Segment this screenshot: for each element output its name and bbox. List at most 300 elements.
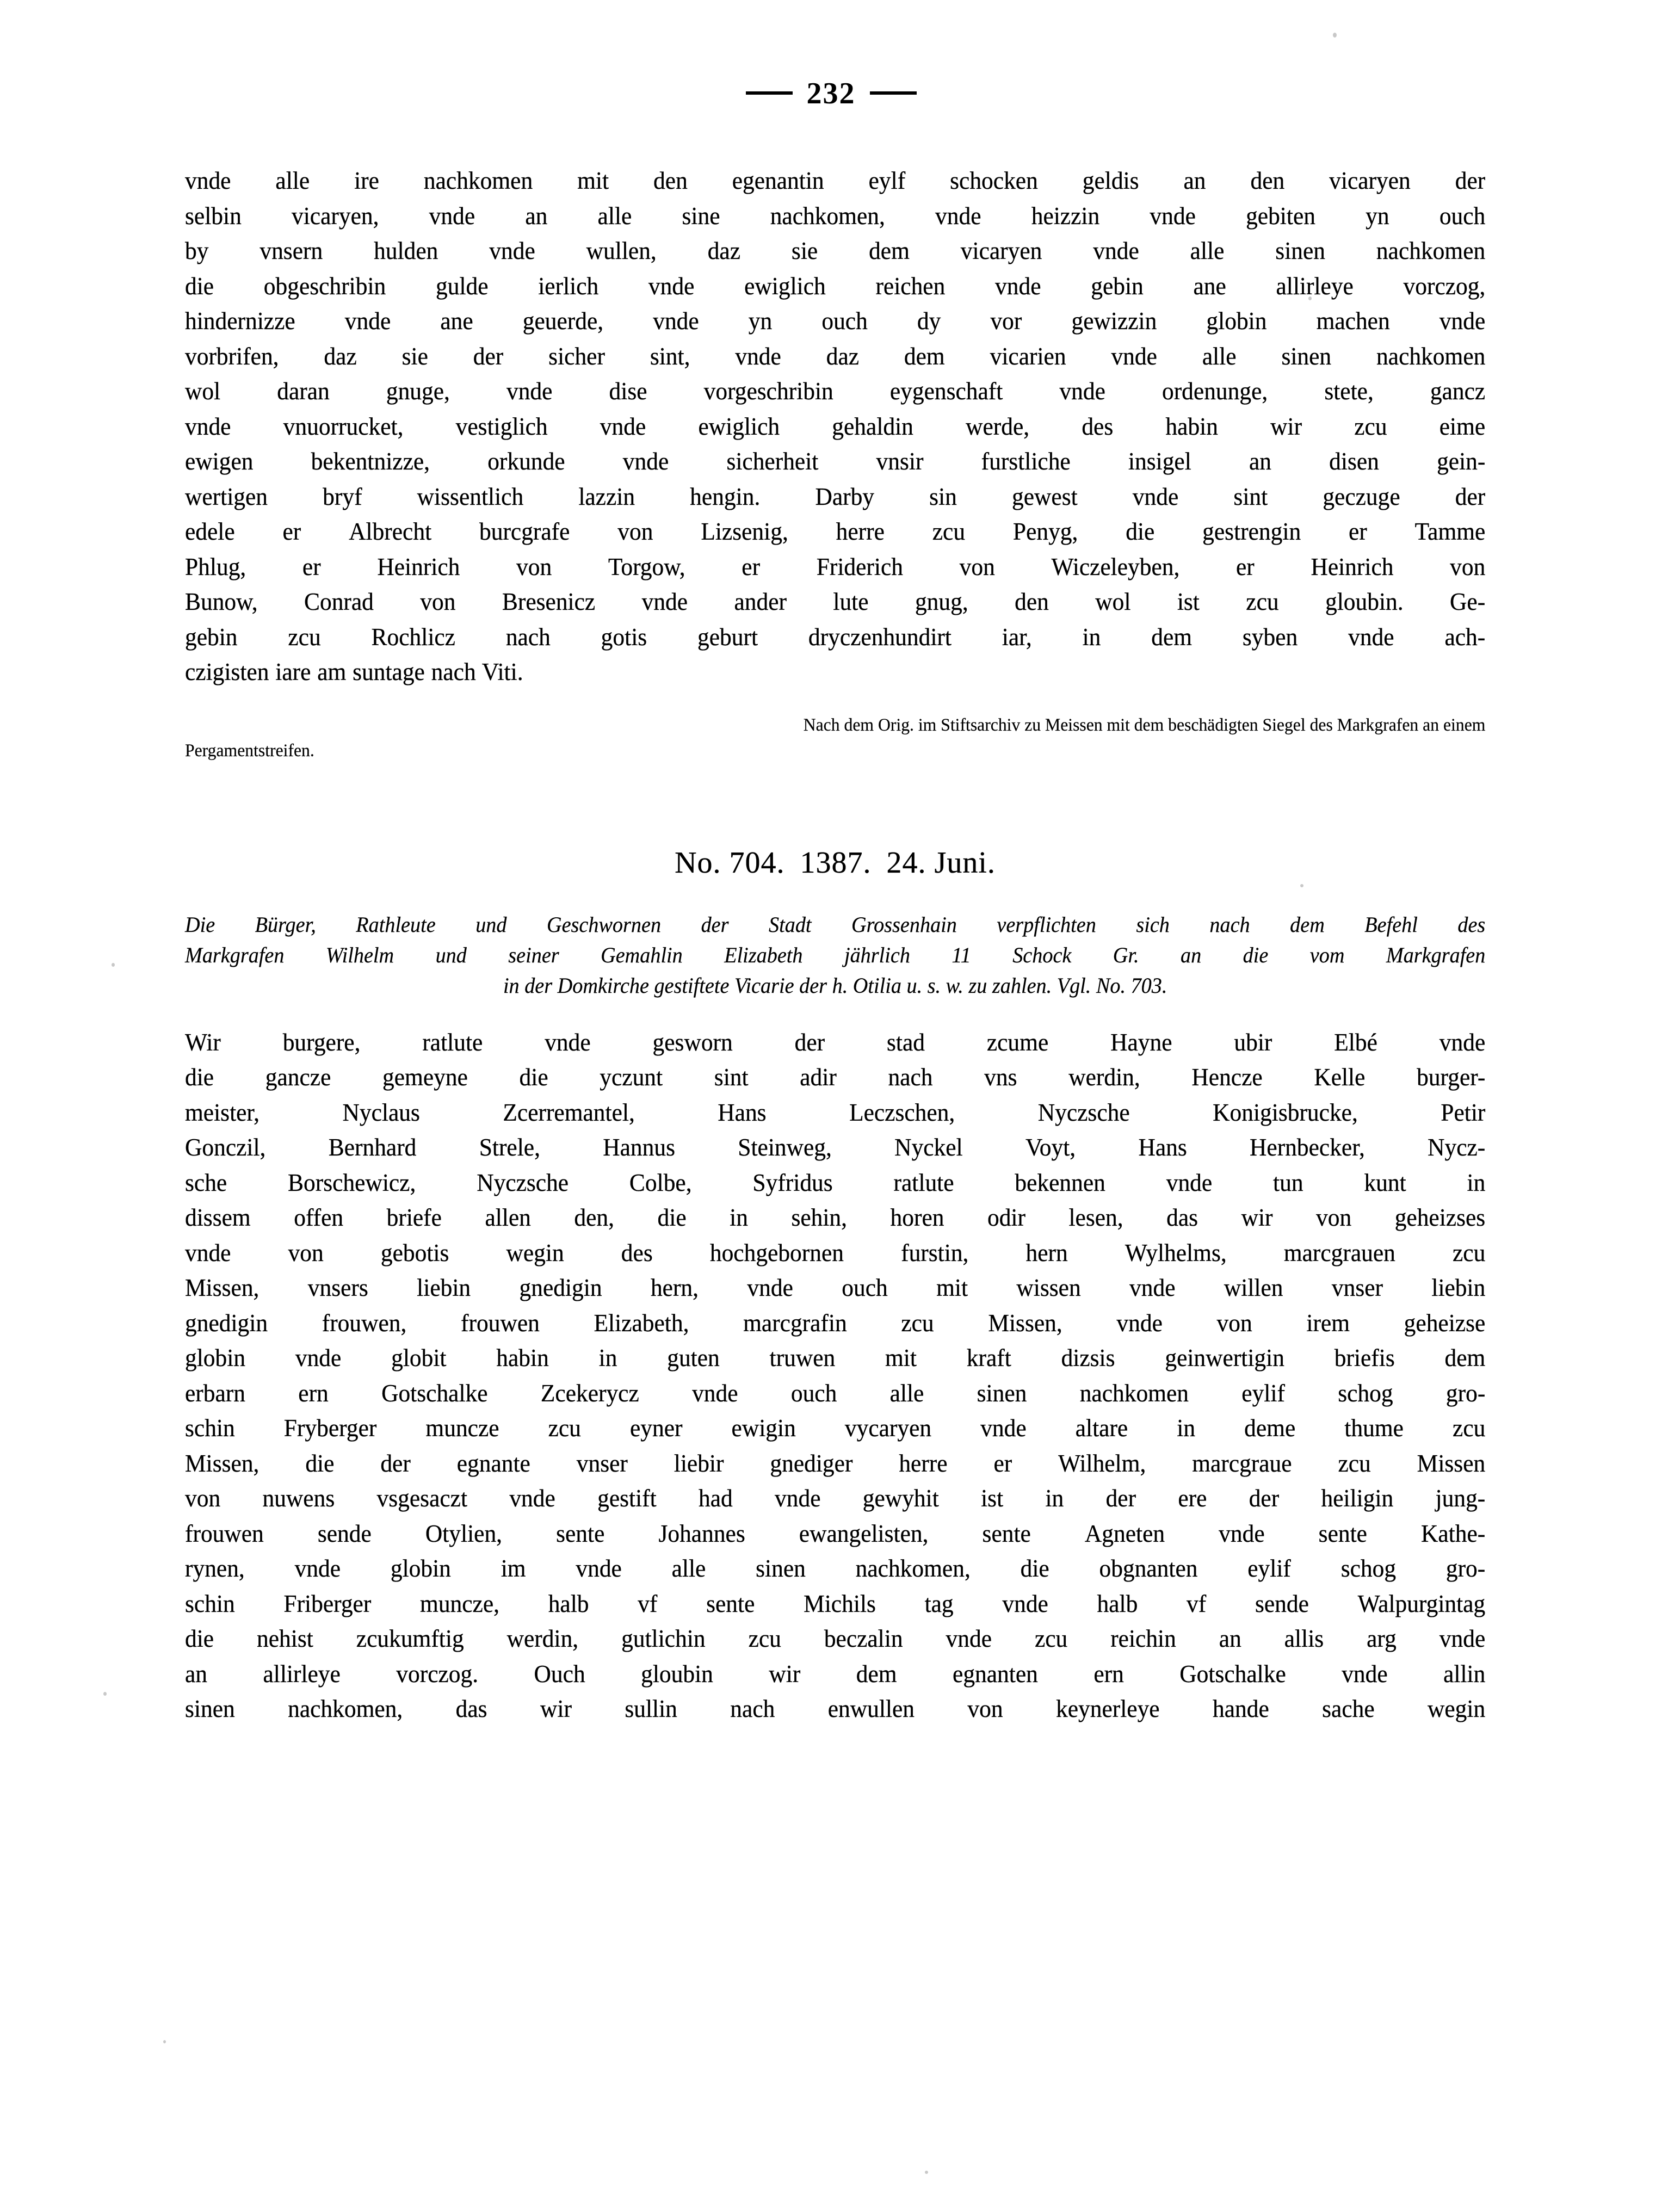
word: allen xyxy=(485,1203,531,1231)
word: gewyhit xyxy=(862,1484,939,1512)
word: seiner xyxy=(508,942,559,967)
word: kunt xyxy=(1364,1168,1406,1196)
word: hengin. xyxy=(690,482,761,510)
word: furstin, xyxy=(901,1238,969,1266)
word: Hernbecker, xyxy=(1250,1133,1365,1161)
word: vnde xyxy=(429,201,475,230)
word: vnde xyxy=(509,1484,555,1512)
word: dem xyxy=(1290,912,1325,937)
word: altare xyxy=(1075,1414,1128,1442)
word: von xyxy=(1450,552,1486,580)
word: Lizsenig, xyxy=(701,517,788,545)
running-head xyxy=(0,76,1662,111)
note-indent xyxy=(185,713,261,738)
charter-date: 24. Juni. xyxy=(886,845,996,880)
word: sinen xyxy=(1281,342,1332,370)
word: wegin xyxy=(1428,1695,1486,1722)
word: vnde xyxy=(648,271,695,300)
word: frouwen, xyxy=(322,1308,407,1337)
word: die xyxy=(1126,517,1155,545)
word: vicarien xyxy=(990,342,1066,370)
word: Hayne xyxy=(1110,1028,1172,1056)
word: Stadt xyxy=(769,912,812,937)
word: eyner xyxy=(629,1414,683,1442)
word: irem xyxy=(1306,1308,1350,1337)
word: nach xyxy=(1209,912,1250,937)
word: von xyxy=(617,517,653,545)
word: Darby xyxy=(815,482,875,510)
word: wertigen xyxy=(185,482,268,510)
word: meister, xyxy=(185,1098,260,1126)
word: vf xyxy=(638,1589,658,1617)
word: Die xyxy=(185,912,215,937)
word: an xyxy=(1249,447,1271,475)
word: yn xyxy=(748,307,773,335)
word: nach xyxy=(888,1063,933,1091)
word: Leczschen, xyxy=(849,1098,955,1126)
header-rule-left xyxy=(746,91,793,95)
word: sin xyxy=(929,482,957,510)
page-number: 232 xyxy=(806,77,856,110)
word: schog xyxy=(1338,1379,1393,1407)
word: burcgrafe xyxy=(479,517,570,545)
word: den xyxy=(1250,166,1285,194)
word: hochgebornen xyxy=(709,1238,844,1266)
word: liebin xyxy=(1431,1274,1486,1301)
word: zcu xyxy=(1246,588,1279,615)
word: hindernizze xyxy=(185,307,295,335)
word: vnde xyxy=(622,447,669,475)
word: geuerde, xyxy=(522,307,604,335)
word: an xyxy=(1181,942,1202,967)
word: die xyxy=(305,1449,335,1477)
word: alle xyxy=(671,1554,706,1582)
word: Konigisbrucke, xyxy=(1213,1098,1358,1126)
charter-704-text xyxy=(185,1025,1485,1727)
word: eime xyxy=(1439,412,1486,440)
scan-speck xyxy=(925,2171,928,2174)
word: lute xyxy=(833,588,869,615)
word: Fryberger xyxy=(283,1414,377,1442)
word: dem xyxy=(869,237,910,264)
word: das xyxy=(455,1695,487,1722)
word: geinwertigin xyxy=(1165,1344,1284,1371)
word: wegin xyxy=(506,1238,564,1266)
word: vorbrifen, xyxy=(185,342,279,370)
word: Steinweg, xyxy=(738,1133,832,1161)
word: vnde xyxy=(1111,342,1157,370)
word: in xyxy=(1082,622,1101,651)
word: vnde xyxy=(489,237,535,264)
scan-speck xyxy=(112,963,115,967)
word: globin xyxy=(390,1554,451,1582)
word: gotis xyxy=(601,622,647,651)
word: frouwen xyxy=(461,1308,540,1337)
word: sie xyxy=(401,342,428,370)
word: gebin xyxy=(1091,271,1144,300)
word: daran xyxy=(277,377,330,405)
word: vnser xyxy=(576,1449,628,1477)
word: schin xyxy=(185,1589,235,1617)
word: Elizabeth, xyxy=(594,1308,689,1337)
word: halb xyxy=(1097,1589,1138,1617)
word: Borschewicz, xyxy=(288,1168,416,1196)
word: vnde xyxy=(294,1554,341,1582)
word: Hans xyxy=(1138,1133,1187,1161)
word: vnde xyxy=(946,1624,992,1652)
word: nach xyxy=(505,622,551,651)
word: zcu xyxy=(1034,1624,1068,1652)
word: werde, xyxy=(966,412,1030,440)
word: Johannes xyxy=(658,1519,745,1547)
word: vestiglich xyxy=(455,412,548,440)
word: vsgesaczt xyxy=(376,1484,468,1512)
word: stad xyxy=(886,1028,925,1056)
word: wir xyxy=(540,1695,572,1722)
word: zcu xyxy=(932,517,966,545)
word: Missen, xyxy=(185,1449,260,1477)
word: ewiglich xyxy=(698,412,780,440)
word: Ge- xyxy=(1450,588,1486,615)
word: in xyxy=(598,1344,617,1371)
word: ist xyxy=(981,1484,1004,1512)
word: vnde xyxy=(775,1484,821,1512)
word: im xyxy=(501,1554,526,1582)
word: jährlich xyxy=(844,942,910,967)
word: in xyxy=(1467,1168,1486,1196)
word: vnde xyxy=(185,412,231,440)
word: thume xyxy=(1344,1414,1404,1442)
word: werdin, xyxy=(1068,1063,1140,1091)
word: vnde xyxy=(1342,1659,1388,1688)
word: halb xyxy=(548,1589,589,1617)
word: die xyxy=(657,1203,687,1231)
word: vnde xyxy=(185,1238,231,1266)
word: lazzin xyxy=(578,482,635,510)
word: obgeschribin xyxy=(263,271,386,300)
word: obgnanten xyxy=(1099,1554,1198,1582)
word: Strele, xyxy=(479,1133,540,1161)
archive-note-line-1: Nach dem Orig. im Stiftsarchiv zu Meissen mit dem beschädigten Siegel des Markgrafen an einem xyxy=(803,715,1486,735)
word: Hencze xyxy=(1191,1063,1263,1091)
header-rule-right xyxy=(870,91,917,95)
word: Ouch xyxy=(534,1659,585,1688)
word: vnde xyxy=(995,271,1041,300)
word: ach- xyxy=(1444,622,1486,651)
word: ouch xyxy=(790,1379,837,1407)
word: des xyxy=(1082,412,1114,440)
word: tag xyxy=(924,1589,954,1617)
word: sinen xyxy=(1275,237,1326,264)
regest-line: in der Domkirche gestiftete Vicarie der h. Otilia u. s. w. zu zahlen. Vgl. No. 703. xyxy=(503,973,1167,998)
word: vnde xyxy=(600,412,646,440)
word: wir xyxy=(1241,1203,1273,1231)
word: vicaryen, xyxy=(291,201,379,230)
word: zcu xyxy=(901,1308,934,1337)
word: nachkomen xyxy=(1376,342,1486,370)
word: enwullen xyxy=(827,1695,915,1722)
word: sicher xyxy=(548,342,605,370)
word: sehin, xyxy=(791,1203,848,1231)
word: Torgow, xyxy=(608,552,685,580)
word: gancz xyxy=(1430,377,1486,405)
word: ist xyxy=(1177,588,1200,615)
word: zcu xyxy=(1453,1414,1486,1442)
word: ewigen xyxy=(185,447,254,475)
word: mit xyxy=(936,1274,968,1301)
word: vnde xyxy=(295,1344,342,1371)
word: Heinrich xyxy=(1311,552,1394,580)
word: Petir xyxy=(1441,1098,1486,1126)
word: arg xyxy=(1367,1624,1397,1652)
word: willen xyxy=(1224,1274,1283,1301)
word: eylif xyxy=(1247,1554,1291,1582)
word: habin xyxy=(1165,412,1218,440)
word: hern xyxy=(1025,1238,1068,1266)
word: sente xyxy=(556,1519,605,1547)
word: sullin xyxy=(625,1695,677,1722)
word: nachkomen, xyxy=(770,201,885,230)
word: hern, xyxy=(650,1274,699,1301)
word: geczuge xyxy=(1323,482,1400,510)
word: Colbe, xyxy=(629,1168,692,1196)
word: gro- xyxy=(1445,1379,1486,1407)
word: vnde xyxy=(1059,377,1105,405)
word: gebotis xyxy=(380,1238,449,1266)
word: egnanten xyxy=(953,1659,1038,1688)
word: nachkomen xyxy=(423,166,533,194)
word: sicherheit xyxy=(726,447,819,475)
charter-year: 1387. xyxy=(800,845,872,880)
word: vnde xyxy=(1439,1028,1486,1056)
word: alle xyxy=(889,1379,924,1407)
word: 11 xyxy=(952,942,971,967)
word: Schock xyxy=(1012,942,1072,967)
word: daz xyxy=(826,342,860,370)
word: Gotschalke xyxy=(1179,1659,1286,1688)
word: den, xyxy=(574,1203,615,1231)
word: Conrad xyxy=(304,588,374,615)
word: marcgrauen xyxy=(1283,1238,1395,1266)
word: syben xyxy=(1242,622,1298,651)
word: das xyxy=(1166,1203,1198,1231)
word: frouwen xyxy=(185,1519,264,1547)
word: vnde xyxy=(1116,1308,1163,1337)
word: vnsern xyxy=(260,237,323,264)
word: eylf xyxy=(868,166,906,194)
word: marcgraue xyxy=(1192,1449,1292,1477)
word: er xyxy=(1349,517,1367,545)
scan-speck xyxy=(163,2040,166,2043)
word: vycaryen xyxy=(844,1414,932,1442)
word: keynerleye xyxy=(1055,1695,1160,1722)
word: Otylien, xyxy=(425,1519,503,1547)
word: heiligin xyxy=(1321,1484,1394,1512)
word: schog xyxy=(1340,1554,1397,1582)
word: ratlute xyxy=(422,1028,483,1056)
word: und xyxy=(435,942,467,967)
word: Elbé xyxy=(1334,1028,1377,1056)
word: vnde xyxy=(1439,1624,1486,1652)
word: Missen xyxy=(1417,1449,1486,1477)
word: an xyxy=(1183,166,1206,194)
word: zcu xyxy=(1354,412,1387,440)
word: mit xyxy=(577,166,609,194)
word: truwen xyxy=(769,1344,836,1371)
word: gemeyne xyxy=(382,1063,468,1091)
word: Nyclaus xyxy=(342,1098,420,1126)
word: gein- xyxy=(1437,447,1486,475)
scan-speck xyxy=(1333,33,1337,38)
word: ewangelisten, xyxy=(799,1519,929,1547)
word: Markgrafen xyxy=(185,942,285,967)
word: gnug, xyxy=(915,588,968,615)
word: allirleye xyxy=(1276,271,1354,300)
word: guten xyxy=(667,1344,720,1371)
word: schocken xyxy=(950,166,1038,194)
word: des xyxy=(621,1238,653,1266)
word: ratlute xyxy=(893,1168,954,1196)
word: gancze xyxy=(265,1063,331,1091)
word: von xyxy=(420,588,456,615)
word: Bürger, xyxy=(255,912,316,937)
word: burgere, xyxy=(282,1028,361,1056)
scan-speck xyxy=(103,1692,107,1696)
word: Elizabeth xyxy=(724,942,803,967)
word: herre xyxy=(899,1449,948,1477)
word: Wiczeleyben, xyxy=(1051,552,1180,580)
word: bekennen xyxy=(1015,1168,1105,1196)
charter-704-heading xyxy=(185,845,1485,880)
word: burger- xyxy=(1417,1063,1486,1091)
word: dem xyxy=(856,1659,897,1688)
word: verpflichten xyxy=(997,912,1096,937)
word: die xyxy=(185,1063,214,1091)
word: mit xyxy=(885,1344,917,1371)
word: Missen, xyxy=(988,1308,1062,1337)
word: sie xyxy=(791,237,818,264)
archive-note-line-2: Pergamentstreifen. xyxy=(185,740,314,761)
word: nehist xyxy=(257,1624,313,1652)
word: an xyxy=(525,201,548,230)
word: vicaryen xyxy=(1329,166,1411,194)
word: vnde xyxy=(1132,482,1179,510)
word: geldis xyxy=(1082,166,1139,194)
word: vnde xyxy=(344,307,391,335)
word: Nyczsche xyxy=(1037,1098,1130,1126)
word: deme xyxy=(1244,1414,1296,1442)
word: gro- xyxy=(1445,1554,1486,1582)
word: daz xyxy=(324,342,357,370)
word: der xyxy=(1455,166,1486,194)
word: der xyxy=(701,912,729,937)
word: alle xyxy=(597,201,632,230)
word: gnuge, xyxy=(386,377,450,405)
word: Rochlicz xyxy=(371,622,455,651)
word: dem xyxy=(904,342,945,370)
word: zcu xyxy=(1453,1238,1486,1266)
word: yn xyxy=(1366,201,1389,230)
word: Wylhelms, xyxy=(1125,1238,1227,1266)
word: hulden xyxy=(374,237,438,264)
word: Heinrich xyxy=(377,552,460,580)
word: vnde xyxy=(1150,201,1196,230)
word: alle xyxy=(275,166,310,194)
word: vnde xyxy=(980,1414,1027,1442)
word: orkunde xyxy=(487,447,565,475)
word: gestrengin xyxy=(1202,517,1301,545)
word: zcukumftig xyxy=(356,1624,464,1652)
word: offen xyxy=(294,1203,344,1231)
word: zcu xyxy=(288,622,321,651)
word: vnde xyxy=(653,307,699,335)
word: wir xyxy=(1270,412,1302,440)
word: yczunt xyxy=(600,1063,663,1091)
word: Friberger xyxy=(283,1589,372,1617)
word: ane xyxy=(440,307,473,335)
word: allin xyxy=(1443,1659,1486,1688)
word: lesen, xyxy=(1068,1203,1123,1231)
word: er xyxy=(282,517,301,545)
word: der xyxy=(1455,482,1486,510)
word: Gotschalke xyxy=(381,1379,488,1407)
text-column xyxy=(185,163,1485,1727)
word: dizsis xyxy=(1061,1344,1115,1371)
word: die xyxy=(185,271,214,300)
word: ierlich xyxy=(538,271,599,300)
word: sente xyxy=(1318,1519,1367,1547)
word: vicaryen xyxy=(960,237,1042,264)
word: von xyxy=(967,1695,1003,1722)
word: rynen, xyxy=(185,1554,245,1582)
word: selbin xyxy=(185,201,242,230)
word: in xyxy=(730,1203,748,1231)
word: Agneten xyxy=(1084,1519,1165,1547)
word: er xyxy=(742,552,761,580)
word: ubir xyxy=(1234,1028,1272,1056)
word: nachkomen xyxy=(1079,1379,1189,1407)
word: wissen xyxy=(1016,1274,1081,1301)
word: er xyxy=(993,1449,1012,1477)
word: Penyg, xyxy=(1012,517,1078,545)
word: Zcerremantel, xyxy=(503,1098,635,1126)
word: edele xyxy=(185,517,235,545)
word: sich xyxy=(1136,912,1170,937)
word: daz xyxy=(707,237,740,264)
word: von xyxy=(1216,1308,1252,1337)
word: sint, xyxy=(650,342,690,370)
word: er xyxy=(1236,552,1255,580)
word: Kathe- xyxy=(1421,1519,1486,1547)
word: briefis xyxy=(1334,1344,1395,1371)
word: jung- xyxy=(1435,1484,1486,1512)
charter-number: No. 704. xyxy=(675,845,785,880)
word: Tamme xyxy=(1414,517,1486,545)
word: Michils xyxy=(804,1589,876,1617)
word: egnante xyxy=(456,1449,530,1477)
word: stete, xyxy=(1324,377,1374,405)
word: dryczenhundirt xyxy=(808,622,952,651)
word: die xyxy=(1243,942,1269,967)
word: gloubin. xyxy=(1325,588,1404,615)
word: ane xyxy=(1193,271,1226,300)
word: ouch xyxy=(1439,201,1486,230)
word: vns xyxy=(984,1063,1017,1091)
word: vnde xyxy=(641,588,688,615)
word: die xyxy=(519,1063,548,1091)
word: vnuorrucket, xyxy=(283,412,404,440)
word: vnde xyxy=(1348,622,1394,651)
